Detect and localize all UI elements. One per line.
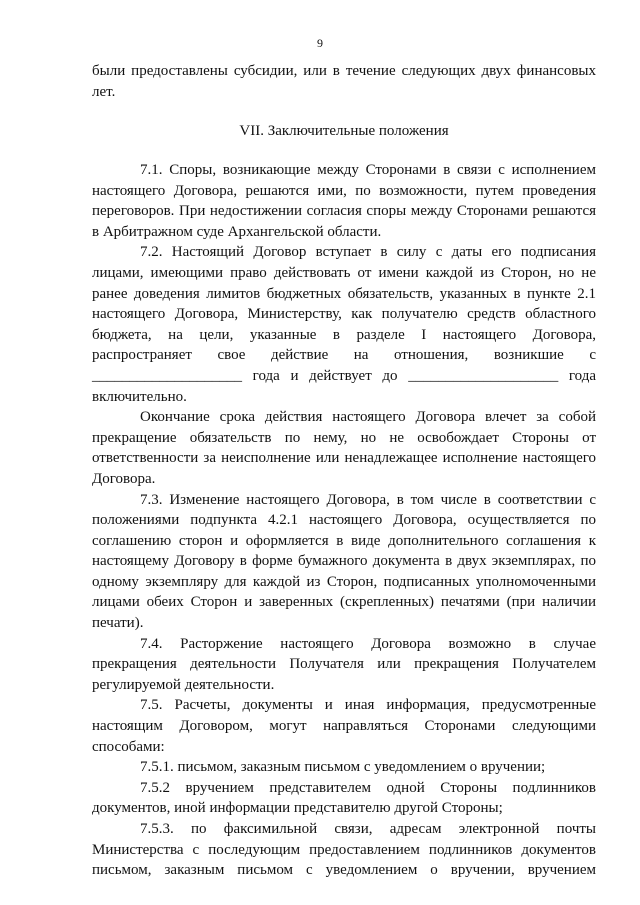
text-line: переговоров. При недостижении согласия споры между Сторонами решаются <box>92 203 596 220</box>
text-line: бюджета, на цели, указанные в разделе I настоящего Договора, <box>92 326 596 343</box>
text-line: регулируемой деятельности. <box>92 676 275 693</box>
text-line: включительно. <box>92 388 187 405</box>
text-line: Договора. <box>92 470 156 487</box>
text-line: соглашению сторон и оформляется в виде дополнительного соглашения к <box>92 532 596 549</box>
text-line: Министерства с последующим предоставлением подлинников документов <box>92 841 596 858</box>
text-line: лет. <box>92 83 116 100</box>
text-line: лицами обеих Сторон и заверенных (скрепленных) печатями (при наличии <box>92 594 596 611</box>
text-line: настоящего Договора, решаются ими, по возможности, путем проведения <box>92 182 596 199</box>
page-number: 9 <box>317 36 323 50</box>
text-line: настоящего Договора, Министерству, как получателю средств областного <box>92 306 596 323</box>
text-line: ответственности за неисполнение или ненадлежащее исполнение настоящего <box>92 450 596 467</box>
text-line: Окончание срока действия настоящего Договора влечет за собой <box>140 409 596 426</box>
text-line: 7.5.2 вручением представителем одной Стороны подлинников <box>140 779 596 796</box>
text-line: 7.1. Споры, возникающие между Сторонами в связи с исполнением <box>140 162 596 178</box>
text-line: 7.4. Расторжение настоящего Договора возможно в случае <box>140 635 596 652</box>
text-line: 7.5.1. письмом, заказным письмом с уведомлением о вручении; <box>140 759 546 776</box>
text-line: способами: <box>92 738 165 755</box>
text-line: в Арбитражном суде Архангельской области. <box>92 223 382 240</box>
text-line: документов, иной информации представителю другой Стороны; <box>92 800 503 817</box>
text-line: положениями подпункта 4.2.1 настоящего Договора, осуществляется по <box>92 512 596 529</box>
text-line: письмом, заказным письмом с уведомлением о вручении, вручением <box>92 862 596 879</box>
text-line: печати). <box>92 615 144 632</box>
text-line: настоящим Договором, могут направляться Сторонами следующими <box>92 718 596 735</box>
text-line: прекращение обязательств по нему, но не освобождает Стороны от <box>92 429 596 446</box>
text-line: настоящему Договору в форме бумажного документа в двух экземплярах, по <box>92 553 596 570</box>
text-line: ранее доведения лимитов бюджетных обязательств, указанных в пункте 2.1 <box>92 285 596 302</box>
text-line: лицами, имеющими право действовать от имени каждой из Сторон, но не <box>92 264 596 281</box>
section-body <box>92 160 596 881</box>
text-line: ____________________ года и действует до ____________________ года <box>92 367 596 384</box>
text-line: были предоставлены субсидии, или в течение следующих двух финансовых <box>92 63 596 79</box>
text-line: 7.5. Расчеты, документы и иная информация, предусмотренные <box>140 697 596 714</box>
section-title: VII. Заключительные положения <box>239 123 449 139</box>
text-line: распространяет свое действие на отношения, возникшие с <box>92 347 596 364</box>
text-line: 7.3. Изменение настоящего Договора, в том числе в соответствии с <box>140 491 596 508</box>
text-line: 7.5.3. по факсимильной связи, адресам электронной почты <box>140 821 596 837</box>
text-line: одному экземпляру для каждой из Сторон, подписанных уполномоченными <box>92 573 596 590</box>
text-line: 7.2. Настоящий Договор вступает в силу с даты его подписания <box>140 244 596 261</box>
text-line: прекращения деятельности Получателя или прекращения Получателем <box>92 656 596 673</box>
intro-paragraph <box>92 61 596 102</box>
